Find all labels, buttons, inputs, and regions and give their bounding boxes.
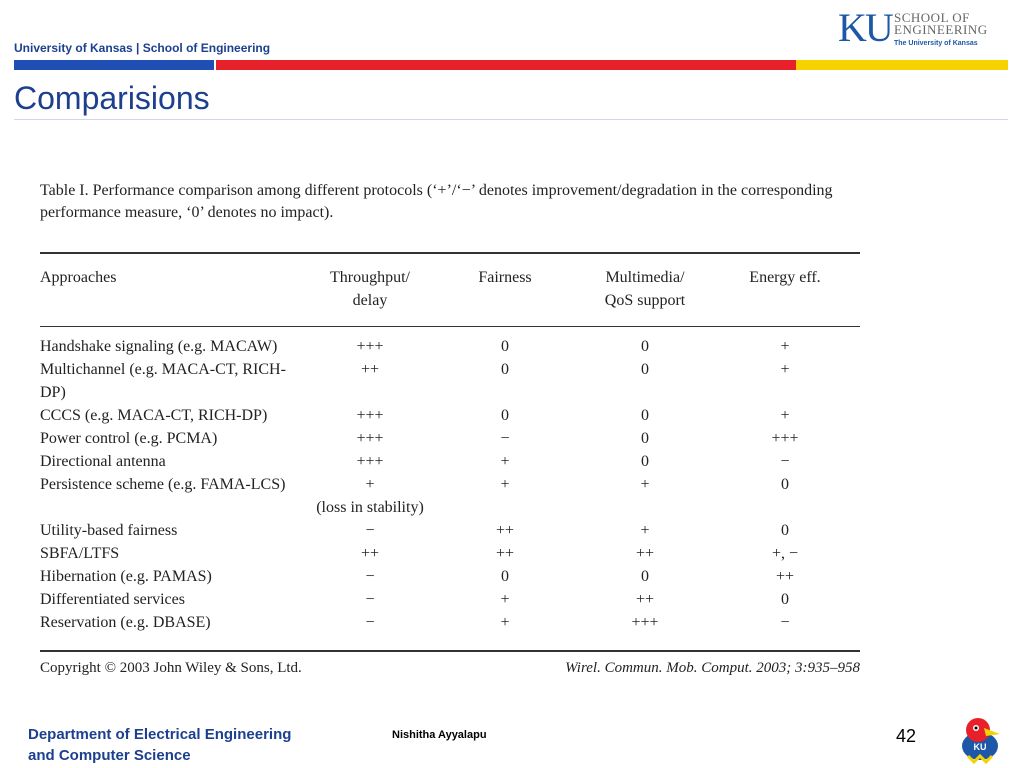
table-cell: ++ (495, 545, 515, 562)
logo-school-text (894, 12, 988, 36)
table-header-line: Energy eff. (749, 268, 821, 286)
table-cell: 0 (501, 407, 509, 424)
table-cell (710, 496, 860, 519)
table-row (40, 496, 860, 519)
table-header-line: Fairness (478, 268, 532, 286)
table-cell: ++ (775, 568, 795, 585)
table-cell: +++ (356, 338, 384, 355)
comparison-table-body (40, 327, 860, 634)
table-cell: Handshake signaling (e.g. MACAW) (40, 338, 278, 355)
table-cell: 0 (641, 407, 649, 424)
table-document (40, 180, 860, 652)
table-cell: Utility-based fairness (40, 522, 178, 539)
logo-university-text: The University of Kansas (894, 40, 978, 47)
table-cell: CCCS (e.g. MACA-CT, RICH-DP) (40, 407, 268, 424)
table-cell: + (365, 476, 375, 493)
table-cell: Directional antenna (40, 453, 166, 470)
table-bottom-rule (40, 650, 860, 652)
table-row (40, 327, 860, 358)
slide-title: Comparisions (14, 80, 210, 116)
table-cell: (loss in stability) (316, 499, 424, 516)
table-cell: + (780, 338, 790, 355)
table-cell: Power control (e.g. PCMA) (40, 430, 218, 447)
table-cell: + (640, 522, 650, 539)
ku-logo-letters: KU (838, 5, 892, 50)
table-header-line: Approaches (40, 268, 117, 286)
table-header-line: Multimedia/ (605, 268, 685, 286)
table-header-cell (710, 254, 860, 312)
table-cell: Differentiated services (40, 591, 185, 608)
svg-text:KU: KU (973, 742, 987, 752)
copyright-text: Copyright © 2003 John Wiley & Sons, Ltd. (40, 660, 302, 676)
table-header-cell (40, 254, 310, 312)
table-header-cell (430, 254, 580, 312)
doc-footer (40, 660, 860, 677)
table-row (40, 358, 860, 404)
table-cell: Persistence scheme (e.g. FAMA-LCS) (40, 476, 286, 493)
table-header-cell (310, 254, 430, 312)
table-cell: +, − (771, 545, 799, 562)
table-cell: SBFA/LTFS (40, 545, 120, 562)
table-cell: +++ (356, 407, 384, 424)
table-body (40, 327, 860, 634)
table-cell: + (500, 453, 510, 470)
table-cell: +++ (771, 430, 799, 447)
table-cell (430, 496, 580, 519)
table-header-line: QoS support (604, 291, 686, 309)
table-row (40, 542, 860, 565)
table-cell: Hibernation (e.g. PAMAS) (40, 568, 212, 585)
table-cell: + (640, 476, 650, 493)
table-cell: 0 (641, 453, 649, 470)
table-cell: + (500, 476, 510, 493)
table-cell: ++ (360, 545, 380, 562)
table-cell: ++ (635, 545, 655, 562)
table-cell: Reservation (e.g. DBASE) (40, 614, 211, 631)
table-cell: +++ (356, 453, 384, 470)
comparison-table (40, 254, 860, 312)
table-header-line: delay (352, 291, 388, 309)
table-cell: ++ (360, 361, 380, 378)
table-cell (40, 496, 310, 519)
table-caption: Table I. Performance comparison among different protocols (‘+’/‘−’ denotes improvement/degradation in the corresponding performance measure, ‘0’ denotes no impact). (40, 182, 833, 221)
table-cell: ++ (635, 591, 655, 608)
table-cell: + (500, 614, 510, 631)
table-cell: − (365, 614, 375, 631)
table-cell: 0 (641, 338, 649, 355)
table-cell: − (500, 430, 510, 447)
table-header-line: Throughput/ (330, 268, 410, 286)
jayhawk-mascot-icon (954, 712, 1006, 764)
table-cell: + (500, 591, 510, 608)
table-cell: Multichannel (e.g. MACA-CT, RICH-DP) (40, 361, 286, 401)
logo-school-line1: SCHOOL OF (894, 10, 970, 25)
table-cell: + (780, 407, 790, 424)
logo-school-line2: ENGINEERING (894, 22, 988, 37)
table-row (40, 427, 860, 450)
table-row (40, 588, 860, 611)
table-cell: 0 (641, 430, 649, 447)
table-cell (580, 496, 710, 519)
table-cell: 0 (641, 361, 649, 378)
table-cell: +++ (631, 614, 659, 631)
table-cell: 0 (781, 591, 789, 608)
table-cell: 0 (501, 338, 509, 355)
table-cell: 0 (781, 476, 789, 493)
table-cell: − (780, 453, 790, 470)
author-name: Nishitha Ayyalapu (392, 729, 487, 741)
table-cell: 0 (501, 568, 509, 585)
table-cell: 0 (501, 361, 509, 378)
header-bar-red (216, 60, 796, 70)
ku-engineering-logo (838, 5, 1008, 54)
table-row (40, 611, 860, 634)
table-cell: +++ (356, 430, 384, 447)
table-cell: ++ (495, 522, 515, 539)
page-number: 42 (896, 726, 917, 746)
header-bar-yellow (796, 60, 1008, 70)
table-cell: + (780, 361, 790, 378)
header-bar-blue (14, 60, 214, 70)
table-row (40, 404, 860, 427)
table-row (40, 519, 860, 542)
table-cell: 0 (781, 522, 789, 539)
table-header-row (40, 254, 860, 312)
department-line1: Department of Electrical Engineering (28, 726, 292, 743)
header-org-text: University of Kansas | School of Engineering (14, 41, 271, 55)
table-row (40, 473, 860, 496)
table-cell: − (365, 591, 375, 608)
table-cell: − (780, 614, 790, 631)
table-row (40, 450, 860, 473)
table-cell: 0 (641, 568, 649, 585)
table-row (40, 565, 860, 588)
title-divider (14, 119, 1008, 120)
table-cell: − (365, 522, 375, 539)
citation-text: Wirel. Commun. Mob. Comput. 2003; 3:935–958 (565, 660, 860, 676)
table-cell: − (365, 568, 375, 585)
department-name (28, 724, 291, 766)
table-header-cell (580, 254, 710, 312)
department-line2: and Computer Science (28, 747, 191, 764)
